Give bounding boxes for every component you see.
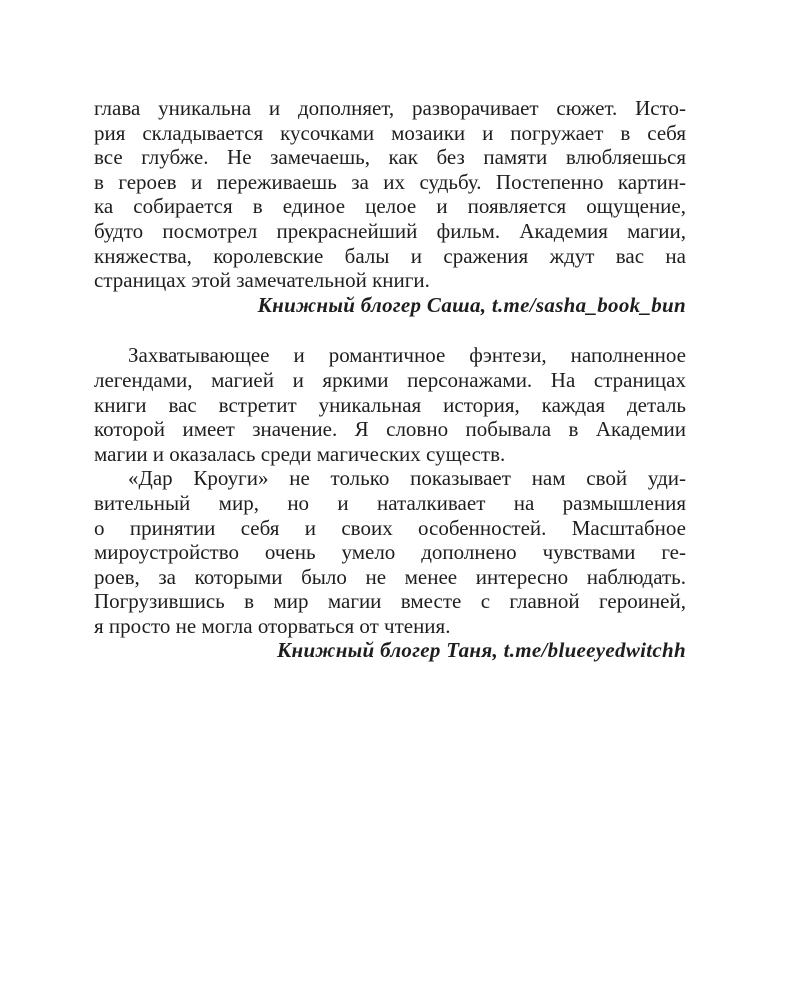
text-line: страницах этой замечательной книги. xyxy=(94,268,430,293)
review-signature-sasha: Книжный блогер Саша, t.me/sasha_book_bun xyxy=(257,292,686,317)
text-line: легендами, магией и яркими персонажами. На страницах xyxy=(94,367,686,392)
text-line: я просто не могла оторваться от чтения. xyxy=(94,613,451,638)
text-line: «Дар Кроуги» не только показывает нам свой уди- xyxy=(128,466,686,491)
review-sasha xyxy=(94,96,686,317)
text-line: роев, за которыми было не менее интересно наблюдать. xyxy=(94,564,686,589)
page-text xyxy=(94,96,686,663)
text-line: вительный мир, но и наталкивает на размышления xyxy=(94,490,686,515)
text-line: ка собирается в единое целое и появляется ощущение, xyxy=(94,194,686,219)
section-gap xyxy=(94,317,686,343)
text-line: мироустройство очень умело дополнено чувствами ге- xyxy=(94,540,686,565)
text-line: магии и оказалась среди магических существ. xyxy=(94,441,506,466)
review-signature-tanya: Книжный блогер Таня, t.me/blueeyedwitchh xyxy=(276,638,686,663)
review-tanya xyxy=(94,343,686,663)
text-line: княжества, королевские балы и сражения ждут вас на xyxy=(94,243,686,268)
text-line: Захватывающее и романтичное фэнтези, наполненное xyxy=(128,343,686,368)
text-line: книги вас встретит уникальная история, каждая деталь xyxy=(94,392,686,417)
text-line: Погрузившись в мир магии вместе с главной героиней, xyxy=(94,589,686,614)
text-line: все глубже. Не замечаешь, как без памяти влюбляешься xyxy=(94,145,686,170)
text-line: которой имеет значение. Я словно побывала в Академии xyxy=(94,417,686,442)
text-line: в героев и переживаешь за их судьбу. Постепенно картин- xyxy=(94,169,686,194)
text-line: будто посмотрел прекраснейший фильм. Академия магии, xyxy=(94,218,686,243)
text-line: рия складывается кусочками мозаики и погружает в себя xyxy=(94,120,686,145)
text-line: о принятии себя и своих особенностей. Масштабное xyxy=(94,515,686,540)
text-line: глава уникальна и дополняет, разворачивает сюжет. Исто- xyxy=(94,96,686,120)
